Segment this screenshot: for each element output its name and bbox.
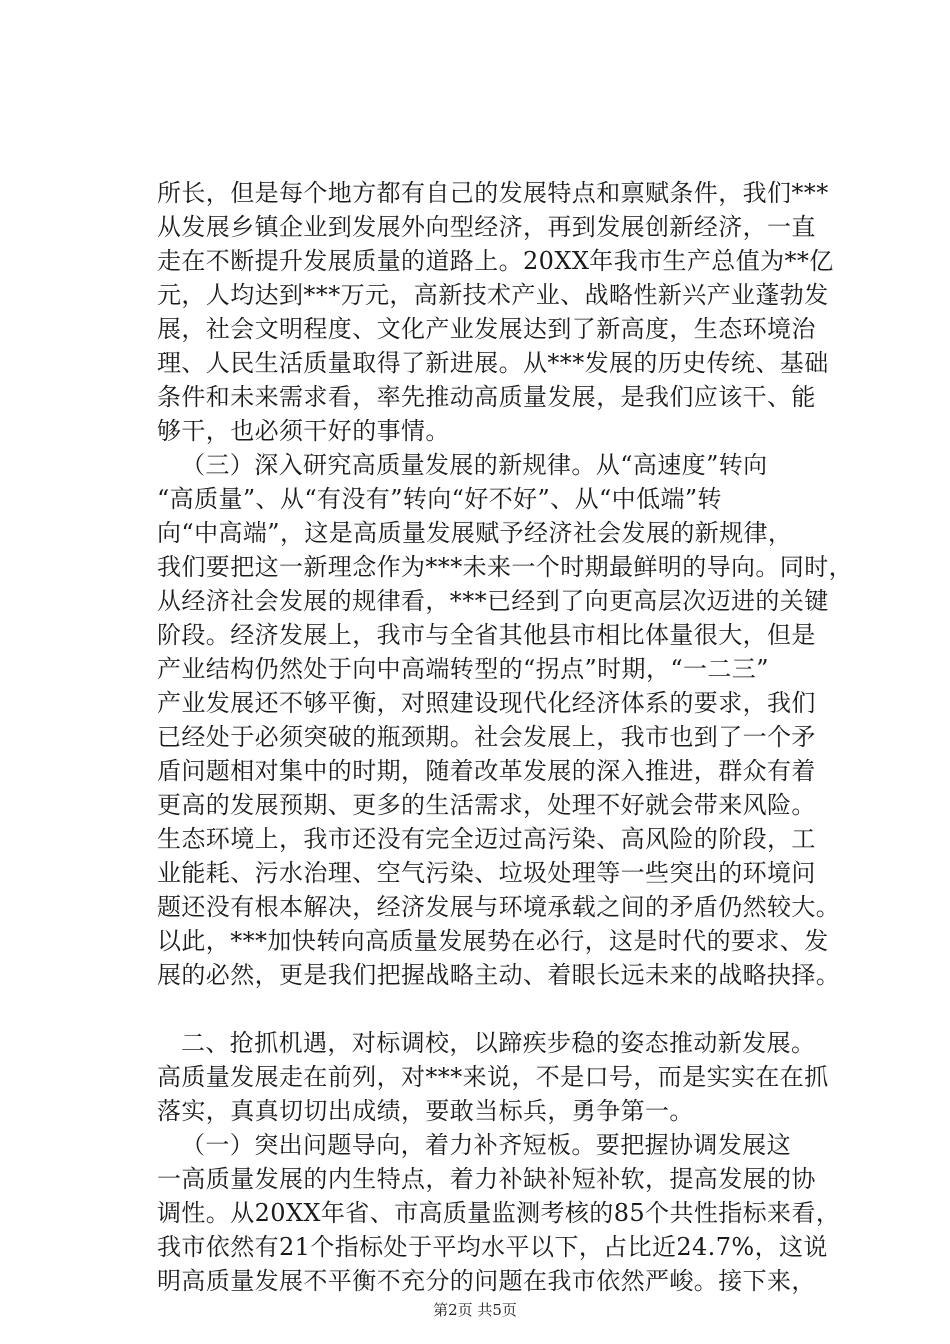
paragraph-line: 向“中高端”，这是高质量发展赋予经济社会发展的新规律， — [157, 519, 793, 547]
paragraph-line: 所长，但是每个地方都有自己的发展特点和禀赋条件，我们*** — [157, 179, 829, 207]
paragraph-line: 我市依然有21个指标处于平均水平以下，占比近24.7%，这说 — [157, 1233, 828, 1261]
paragraph-line: 已经处于必须突破的瓶颈期。社会发展上，我市也到了一个矛 — [157, 723, 816, 751]
paragraph-line: 够干，也必须干好的事情。 — [157, 417, 450, 445]
paragraph-line: 以此，***加快转向高质量发展势在必行，这是时代的要求、发 — [157, 927, 829, 955]
paragraph-line: 更高的发展预期、更多的生活需求，处理不好就会带来风险。 — [157, 791, 816, 819]
paragraph-line: 调性。从20XX年省、市高质量监测考核的85个共性指标来看， — [157, 1199, 841, 1227]
paragraph-line: 产业发展还不够平衡，对照建设现代化经济体系的要求，我们 — [157, 689, 816, 717]
paragraph-line: 明高质量发展不平衡不充分的问题在我市依然严峻。接下来， — [157, 1267, 816, 1295]
paragraph-line: 阶段。经济发展上，我市与全省其他县市相比体量很大，但是 — [157, 621, 816, 649]
paragraph-line: 从经济社会发展的规律看，***已经到了向更高层次迈进的关键 — [157, 587, 829, 615]
paragraph-line: “高质量”、从“有没有”转向“好不好”、从“中低端”转 — [157, 485, 722, 513]
paragraph-line: 条件和未来需求看，率先推动高质量发展，是我们应该干、能 — [157, 383, 816, 411]
paragraph-line: 从发展乡镇企业到发展外向型经济，再到发展创新经济，一直 — [157, 213, 816, 241]
paragraph-line: 展，社会文明程度、文化产业发展达到了新高度，生态环境治 — [157, 315, 816, 343]
paragraph-line: 题还没有根本解决，经济发展与环境承载之间的矛盾仍然较大。 — [157, 893, 841, 921]
paragraph-line: 我们要把这一新理念作为***未来一个时期最鲜明的导向。同时， — [157, 553, 853, 581]
paragraph-line: 生态环境上，我市还没有完全迈过高污染、高风险的阶段，工 — [157, 825, 816, 853]
paragraph-line: 理、人民生活质量取得了新进展。从***发展的历史传统、基础 — [157, 349, 829, 377]
section-heading-line: （一）突出问题导向，着力补齐短板。要把握协调发展这 — [181, 1131, 791, 1159]
paragraph-line: 产业结构仍然处于向中高端转型的“拐点”时期，“一二三” — [157, 655, 769, 683]
paragraph-line: 高质量发展走在前列，对***来说，不是口号，而是实实在在抓 — [157, 1063, 829, 1091]
paragraph-line: 落实，真真切切出成绩，要敢当标兵，勇争第一。 — [157, 1097, 694, 1125]
paragraph-line: 走在不断提升发展质量的道路上。20XX年我市生产总值为**亿 — [157, 247, 834, 275]
page-number-footer: 第2页 共5页 — [433, 1301, 517, 1319]
paragraph-line: 展的必然，更是我们把握战略主动、着眼长远未来的战略抉择。 — [157, 961, 841, 989]
paragraph-line: 业能耗、污水治理、空气污染、垃圾处理等一些突出的环境问 — [157, 859, 816, 887]
section-heading-line: （三）深入研究高质量发展的新规律。从“高速度”转向 — [181, 451, 768, 479]
paragraph-line: 一高质量发展的内生特点，着力补缺补短补软，提高发展的协 — [157, 1165, 816, 1193]
paragraph-line: 元，人均达到***万元，高新技术产业、战略性新兴产业蓬勃发 — [157, 281, 829, 309]
paragraph-line: 盾问题相对集中的时期，随着改革发展的深入推进，群众有着 — [157, 757, 816, 785]
section-heading-line: 二、抢抓机遇，对标调校，以蹄疾步稳的姿态推动新发展。 — [181, 1029, 816, 1057]
